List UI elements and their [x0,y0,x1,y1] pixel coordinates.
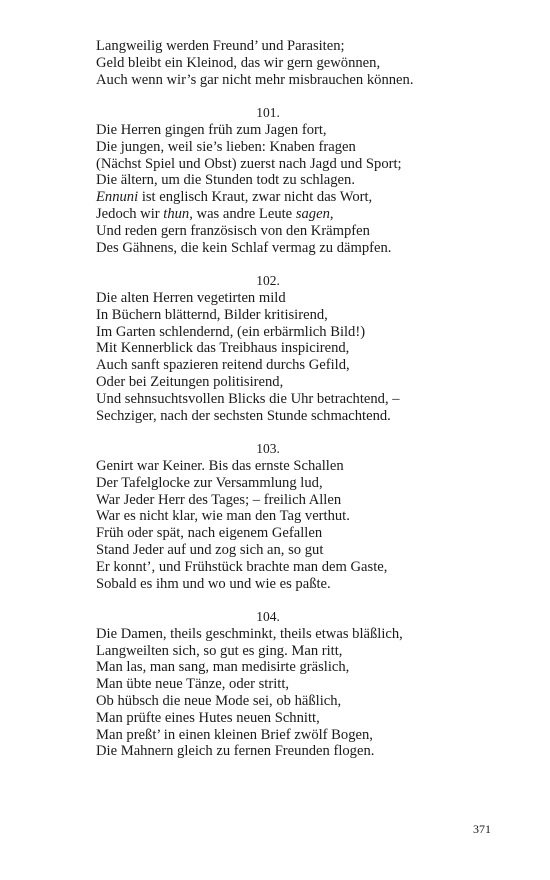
verse-line: Auch wenn wir’s gar nicht mehr misbrauchen können. [96,71,414,88]
verse-text: Jedoch wir [96,205,164,222]
verse-line: Oder bei Zeitungen politisirend, [96,373,284,390]
verse-line: Man übte neue Tänze, oder stritt, [96,676,290,693]
verse-line: Und reden gern französisch von den Krämpfen [96,222,370,239]
verse-line: Geld bleibt ein Kleinod, das wir gern gewönnen, [96,54,381,71]
verse-line: Stand Jeder auf und zog sich an, so gut [96,541,324,558]
verse-line: Man prüfte eines Hutes neuen Schnitt, [96,709,320,726]
verse-line [96,189,496,206]
verse-line: Die alten Herren vegetirten mild [96,289,286,306]
stanza-number: 101. [256,105,280,121]
verse-line: Im Garten schlendernd, (ein erbärmlich Bild!) [96,323,366,340]
stanza-number: 103. [256,441,280,457]
verse-line: Man preßt’ in einen kleinen Brief zwölf Bogen, [96,726,373,743]
verse-line: Langweilten sich, so gut es ging. Man ritt, [96,642,343,659]
verse-line: War es nicht klar, wie man den Tag verthut. [96,508,350,525]
verse-line: Die jungen, weil sie’s lieben: Knaben fragen [96,138,356,155]
verse-line: Sechziger, nach der sechsten Stunde schmachtend. [96,407,391,424]
verse-line: Die ältern, um die Stunden todt zu schlagen. [96,172,355,189]
verse-line: (Nächst Spiel und Obst) zuerst nach Jagd und Sport; [96,155,402,172]
verse-line: Des Gähnens, die kein Schlaf vermag zu dämpfen. [96,239,392,256]
italic-word: thun [163,205,190,222]
stanza-102 [96,273,496,424]
verse-line: Mit Kennerblick das Treibhaus inspicirend, [96,340,350,357]
verse-line: Die Damen, theils geschminkt, theils etwas bläßlich, [96,625,403,642]
page-number: 371 [473,822,491,836]
verse-line: Die Mahnern gleich zu fernen Freunden flogen. [96,743,375,760]
verse-line: Er konnt’, und Frühstück brachte man dem Gaste, [96,558,388,575]
verse-text: , [329,205,334,222]
stanza-104 [96,609,496,760]
verse-text: , was andre Leute [189,205,296,222]
italic-word: sagen [295,205,330,222]
page-text [96,38,496,760]
verse-line: Auch sanft spazieren reitend durchs Gefild, [96,357,350,374]
italic-word: Ennuni [96,189,139,206]
stanza-103 [96,441,496,592]
verse-line: Langweilig werden Freund’ und Parasiten; [96,38,345,54]
verse-line: Früh oder spät, nach eigenem Gefallen [96,525,323,542]
verse-line [96,206,496,223]
verse-line: Ob hübsch die neue Mode sei, ob häßlich, [96,693,342,710]
verse-line: Sobald es ihm und wo und wie es paßte. [96,575,331,592]
stanza-number: 102. [256,273,280,289]
stanza-101 [96,105,496,256]
verse-line: Genirt war Keiner. Bis das ernste Schallen [96,457,344,474]
verse-line: Man las, man sang, man medisirte gräslich, [96,659,350,676]
verse-line: Der Tafelglocke zur Versammlung lud, [96,474,323,491]
verse-line: War Jeder Herr des Tages; – freilich Allen [96,491,342,508]
verse-line: Und sehnsuchtsvollen Blicks die Uhr betrachtend, – [96,390,400,407]
verse-line: Die Herren gingen früh zum Jagen fort, [96,121,327,138]
stanza-number: 104. [256,609,280,625]
intro-lines [96,38,496,88]
verse-text: ist englisch Kraut, zwar nicht das Wort, [138,189,373,206]
verse-line: In Büchern blätternd, Bilder kritisirend, [96,306,328,323]
